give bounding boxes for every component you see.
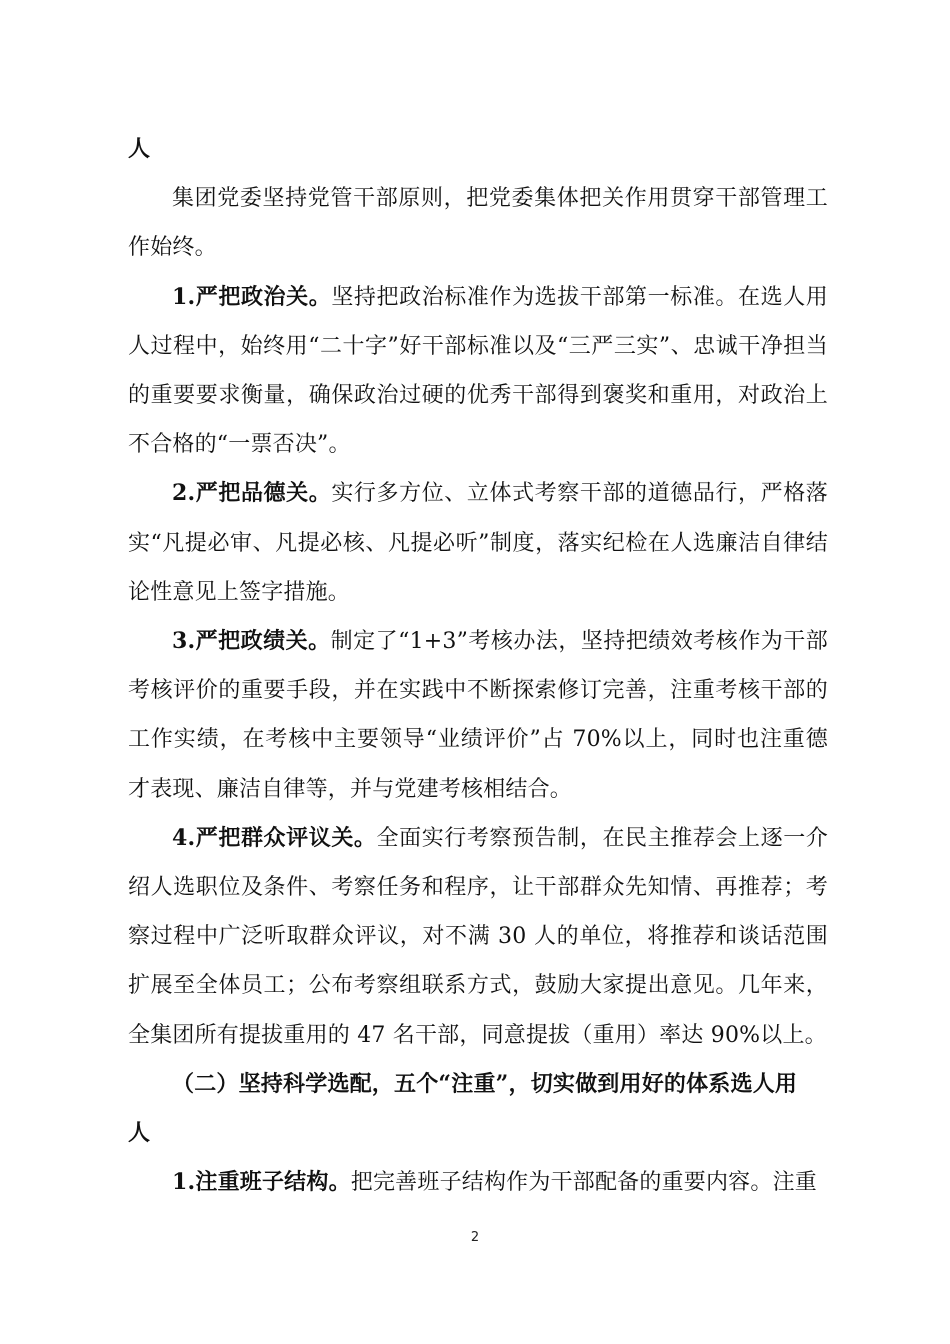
item-text: 把完善班子结构作为干部配备的重要内容。注重	[350, 1170, 817, 1196]
document-body	[128, 125, 828, 1207]
section-two-heading: （二）坚持科学选配，五个“注重”，切实做到用好的体系选人用	[172, 1070, 798, 1097]
item-lead: 4.严把群众评议关。	[172, 824, 377, 851]
item-public-review-check	[128, 814, 828, 1060]
item-text: 全面实行考察预告制，在民主推荐会上逐一介绍人选职位及条件、考察任务和程序，让干部群众先知情、再推荐；考察过程中广泛听取群众评议，对不满 30 人的单位，将推荐和谈话范围扩展至全体员工；公布考察组联系方式，鼓励大家提出意见。几年来，全集团所有提拔重用的 47 名干部，同意提拔（重用）率达 90%以上。	[128, 825, 828, 1048]
item-team-structure	[128, 1158, 828, 1207]
item-political-check	[128, 273, 828, 470]
section-two-heading-tail: 人	[128, 1120, 151, 1147]
item-performance-check	[128, 617, 828, 814]
intro-paragraph: 集团党委坚持党管干部原则，把党委集体把关作用贯穿干部管理工作始终。	[128, 186, 828, 261]
item-text: 制定了“1+3”考核办法，坚持把绩效考核作为干部考核评价的重要手段，并在实践中不断探索修订完善，注重考核干部的工作实绩，在考核中主要领导“业绩评价”占 70%以上，同时也注重德才表现、廉洁自律等，并与党建考核相结合。	[128, 629, 828, 802]
item-lead: 1.严把政治关。	[172, 283, 332, 310]
item-moral-check	[128, 469, 828, 617]
item-text: 坚持把政治标准作为选拔干部第一标准。在选人用人过程中，始终用“二十字”好干部标准以及“三严三实”、忠诚干净担当的重要要求衡量，确保政治过硬的优秀干部得到褒奖和重用，对政治上不合格的“一票否决”。	[128, 284, 828, 458]
section-one-heading-tail: 人	[128, 136, 151, 162]
page-number: 2	[470, 1230, 480, 1245]
item-lead: 3.严把政绩关。	[172, 628, 331, 655]
item-lead: 1.注重班子结构。	[172, 1169, 351, 1196]
item-text: 实行多方位、立体式考察干部的道德品行，严格落实“凡提必审、凡提必核、凡提必听”制度，落实纪检在人选廉洁自律结论性意见上签字措施。	[128, 481, 828, 605]
item-lead: 2.严把品德关。	[172, 480, 332, 507]
